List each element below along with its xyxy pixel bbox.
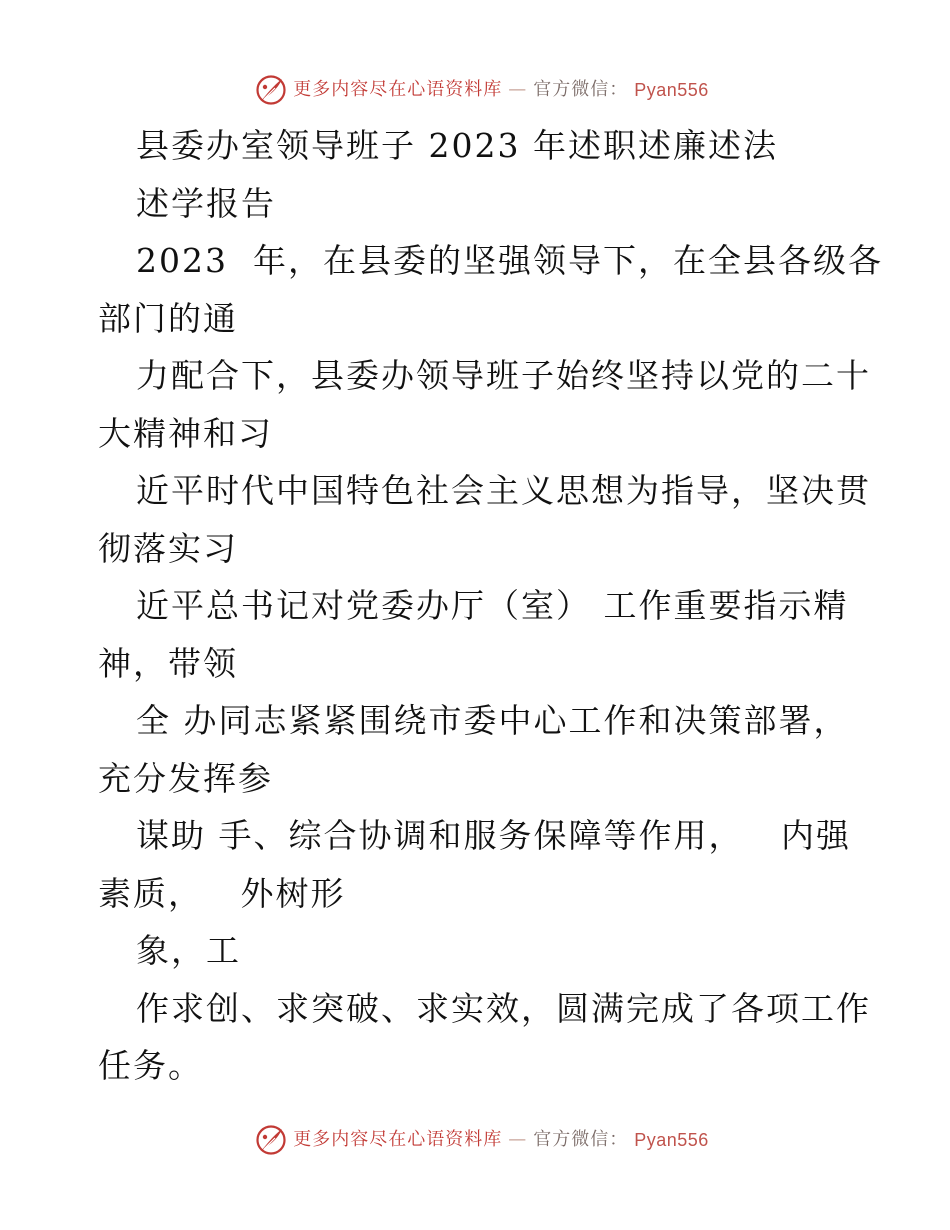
watermark-group — [255, 74, 709, 106]
text-line: 素质， 外树形 — [98, 873, 346, 913]
text-line: 力配合下，县委办领导班子始终坚持以党的二十 — [136, 356, 871, 395]
text-line: 彻落实习 — [98, 528, 238, 568]
text-line: 作求创、求突破、求实效，圆满完成了各项工作 — [136, 988, 871, 1028]
text-line: 全 办同志紧紧围绕市委中心工作和决策部署， — [136, 701, 849, 740]
quill-logo-icon — [255, 1124, 287, 1156]
watermark-separator: — — [508, 1129, 528, 1150]
header-watermark-banner — [0, 72, 950, 108]
text-line: 近平时代中国特色社会主义思想为指导，坚决贯 — [136, 471, 871, 510]
text-line: 大精神和习 — [98, 413, 273, 453]
text-line: 任务。 — [98, 1046, 203, 1085]
watermark-wechat-label: 官方微信： — [533, 79, 629, 100]
watermark-wechat-label: 官方微信： — [533, 1129, 629, 1150]
watermark-wechat-id: Pyan556 — [634, 80, 709, 100]
watermark-group — [255, 1124, 709, 1156]
watermark-main-text: 更多内容尽在心语资料库 — [293, 79, 503, 100]
title-line-2: 述学报告 — [136, 183, 276, 223]
text-line: 象，工 — [136, 931, 241, 970]
text-line: 近平总书记对党委办厅（室） 工作重要指示精 — [136, 586, 849, 625]
footer-watermark-banner — [0, 1122, 950, 1158]
document-body — [0, 117, 950, 1095]
watermark-separator: — — [508, 79, 528, 100]
watermark-wechat-id: Pyan556 — [634, 1130, 709, 1150]
title-line-1: 县委办室领导班子 2023 年述职述廉述法 — [136, 126, 778, 165]
text-line: 部门的通 — [98, 298, 238, 338]
text-line: 谋助 手、综合协调和服务保障等作用， 内强 — [136, 816, 851, 855]
text-line: 充分发挥参 — [98, 758, 273, 798]
quill-logo-icon — [255, 74, 287, 106]
text-line: 2023 年，在县委的坚强领导下，在全县各级各 — [136, 241, 883, 280]
watermark-main-text: 更多内容尽在心语资料库 — [293, 1129, 503, 1150]
text-line: 神，带领 — [98, 643, 238, 683]
